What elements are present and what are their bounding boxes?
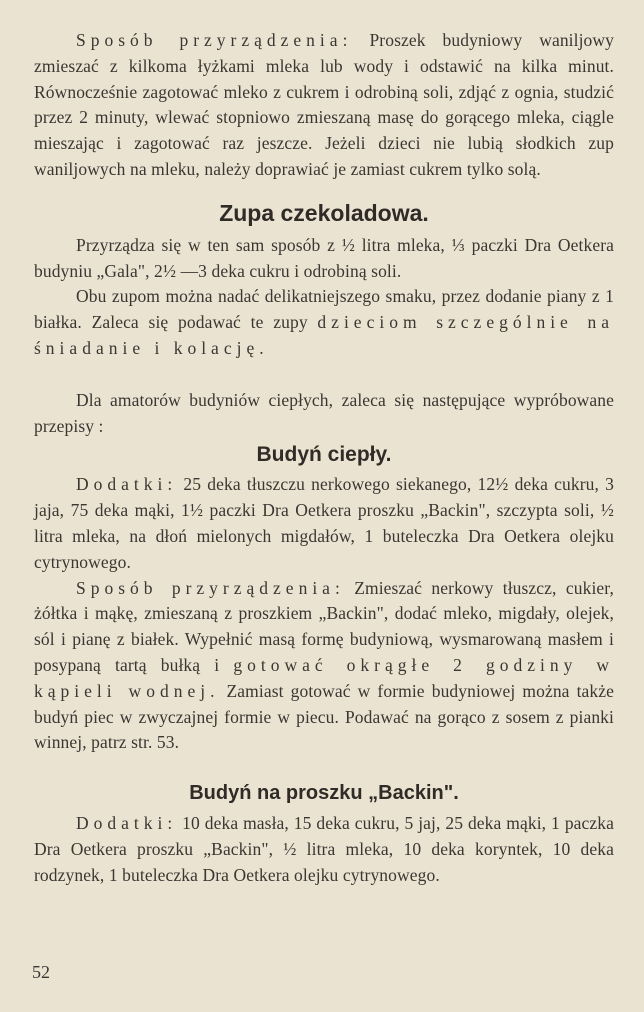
section3-ingredients-lead: Dodatki: — [76, 813, 178, 834]
section3-ingredients — [34, 811, 614, 888]
section1-paragraph-2 — [34, 284, 614, 361]
section2-method-spaced: gotować okrągłe 2 godziny w kąpieli wodnej. — [34, 654, 615, 701]
section2-ingredients-text: 25 deka tłuszczu nerkowego siekanego, 12½ deka cukru, 3 jaja, 75 deka mąki, 1½ paczki Dra Oetkera proszku „Backin", szczypta soli, ½ litra mleka, na dłoń mielonych migdałów, 1 buteleczka Dra Oetkera olejku cytrynowego. — [34, 474, 614, 572]
section2-ingredients-lead: Dodatki: — [76, 474, 178, 495]
section2-method-text: Zmieszać nerkowy tłuszcz, cukier, żółtka i mąkę, zmieszaną z proszkiem „Backin", dodać mleko, migdały, olejek, sól i pianę z białek. Wypełnić masą formę budyniową, wysmarowaną masłem i posypaną tartą bułką i — [34, 577, 614, 675]
section-title-budyn-cieply: Budyń ciepły. — [256, 443, 392, 467]
section2-method-lead: Sposób przyrządzenia: — [76, 577, 345, 598]
preparation-text: Proszek budyniowy waniljowy zmieszać z kilkoma łyżkami mleka lub wody i odstawić na kilka minut. Równocześnie zagotować mleko z cukrem i odrobiną soli, zdjąć z ognia, studzić przez 2 minuty, wlewać stopniowo zmieszaną masę do gorącego mleka, ciągle mieszając i zagotować raz jeszcze. Jeżeli dzieci nie lubią słodkich zup waniljowych na mleku, należy doprawiać je zamiast cukrem tylko solą. — [34, 30, 614, 179]
preparation-lead: Sposób przyrządzenia: — [76, 30, 353, 50]
section1-paragraph-1: Przyrządza się w ten sam sposób z ½ litra mleka, ⅓ paczki Dra Oetkera budyniu „Gala", 2½ —3 deka cukru i odrobiną soli. — [34, 234, 614, 281]
intro-paragraph: Dla amatorów budyniów ciepłych, zaleca się następujące wypróbowane przepisy : — [34, 389, 614, 436]
section2-ingredients — [34, 472, 614, 575]
section3-ingredients-text: 10 deka masła, 15 deka cukru, 5 jaj, 25 deka mąki, 1 paczka Dra Oetkera proszku „Backin", ½ litra mleka, 10 deka koryntek, 10 deka rodzynek, 1 buteleczka Dra Oetkera olejku cytrynowego. — [34, 813, 614, 885]
section1-p2-spaced: dzieciom szczególnie na śniadanie i kolację. — [34, 312, 614, 358]
spacer — [34, 362, 614, 388]
section2-method — [34, 576, 614, 757]
section2-method-tail: Zamiast gotować w formie budyniowej można także budyń piec w zwyczajnej formie w piecu. Podawać na gorąco z sosem z pianki winnej, patrz str. 53. — [34, 680, 614, 753]
page-number: 52 — [32, 962, 50, 982]
section-title-budyn-backin: Budyń na proszku „Backin". — [189, 782, 459, 805]
section-title-zupa-czekoladowa: Zupa czekoladowa. — [219, 199, 429, 226]
preparation-paragraph — [34, 28, 614, 183]
section1-p2-text: Obu zupom można nadać delikatniejszego smaku, przez dodanie piany z 1 białka. Zaleca się podawać te zupy — [34, 286, 614, 333]
